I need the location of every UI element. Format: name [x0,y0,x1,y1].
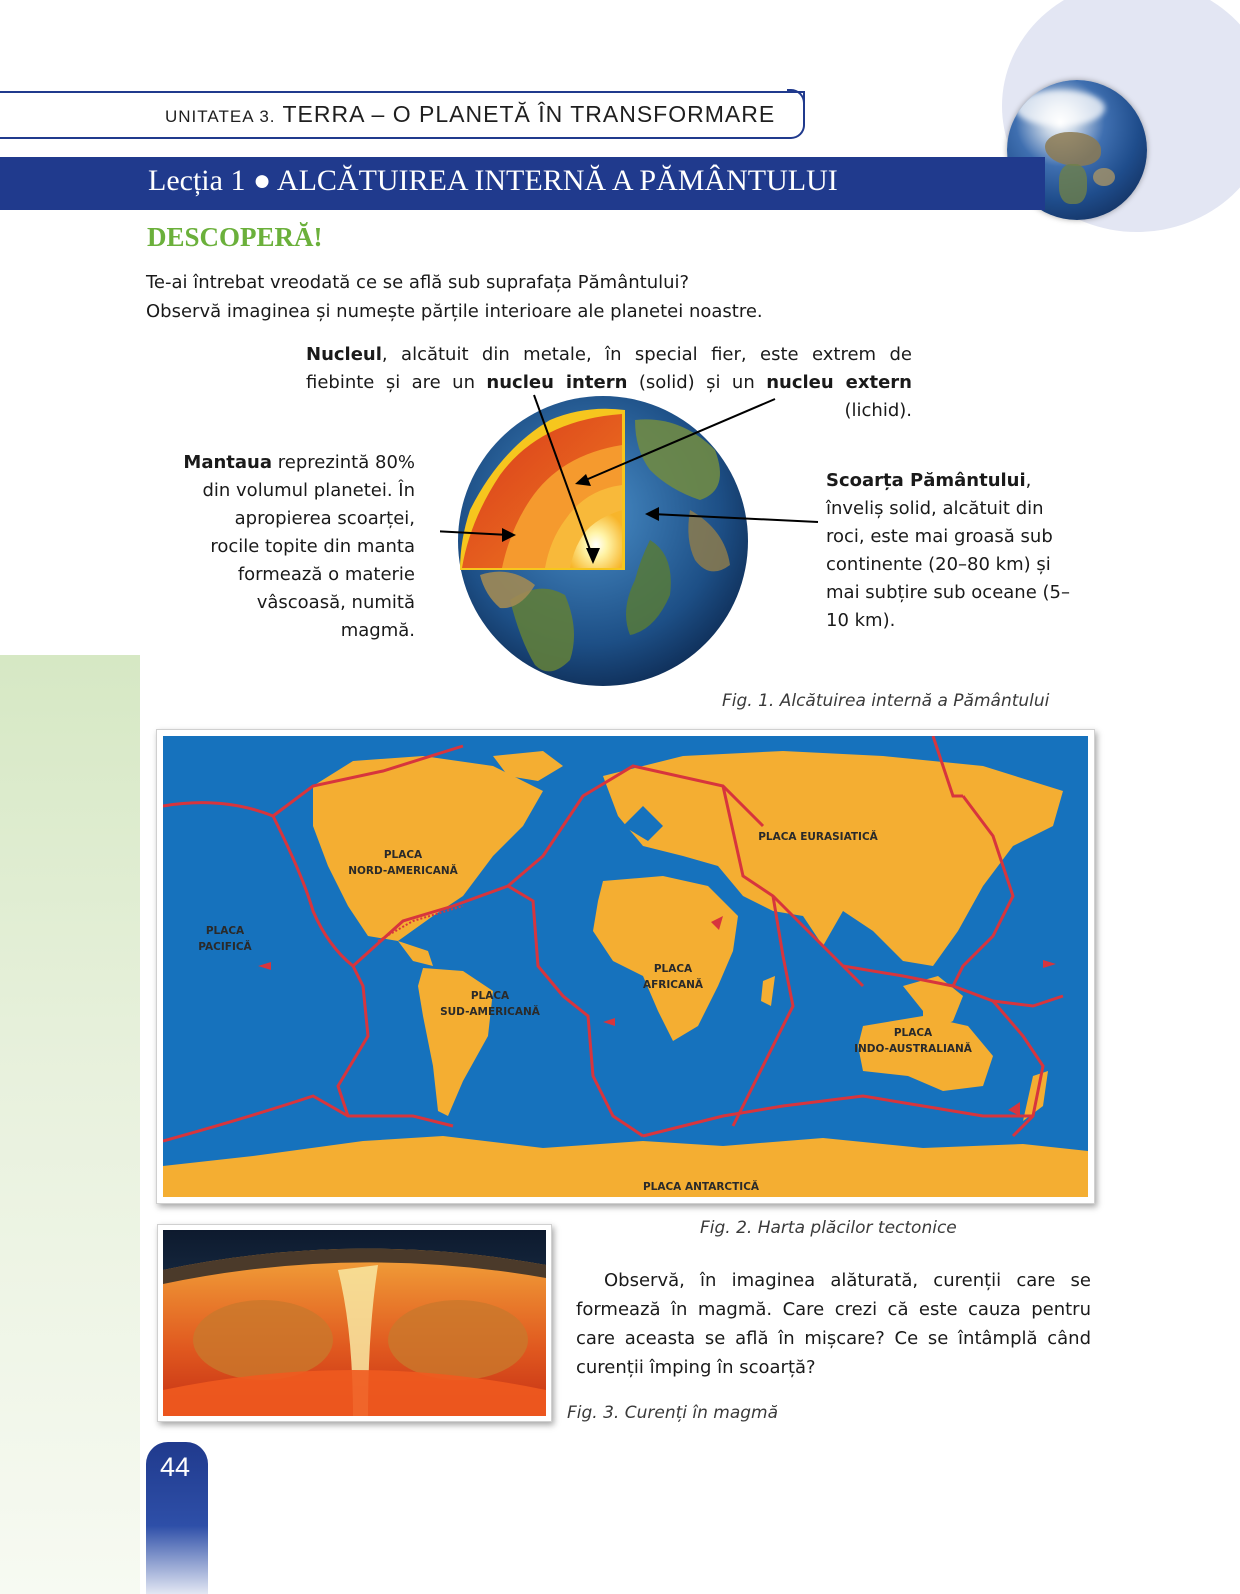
mantle-callout [180,449,415,645]
page-number: 44 [160,1452,191,1482]
plate-label-eurasian: PLACA EURASIATICĂ [758,831,878,843]
section-heading: DESCOPERĂ! [147,222,323,252]
magma-currents-image [157,1224,552,1422]
inner-core-term: nucleu intern [486,372,628,393]
plate-label-south-american-2: SUD-AMERICANĂ [440,1006,540,1018]
plate-label-north-american-1: PLACA [383,849,423,861]
plate-label-pacific-1: PLACA [205,925,245,937]
plate-label-indo-australian-1: PLACA [893,1027,933,1039]
plate-label-south-american-1: PLACA [470,990,510,1002]
lesson-title: Lecția 1 ● ALCĂTUIREA INTERNĂ A PĂMÂNTULUI [148,164,838,197]
nucleus-text-1: , alcătuit din metale, în special fier, este extrem de fiebinte și are un [306,344,912,393]
nucleus-text-3: (lichid). [844,400,912,421]
crust-term: Scoarța Pământului [826,470,1026,491]
mantle-text: reprezintă 80% din volumul planetei. În apropierea scoarței, rocile topite din manta formează o materie vâscoasă, numită magmă. [202,452,415,641]
figure-3-caption: Fig. 3. Curenți în magmă [567,1403,779,1423]
crust-text: , înveliș solid, alcătuit din roci, este mai groasă sub continente (20–80 km) și mai subțire sub oceane (5–10 km). [826,470,1070,631]
nucleus-text-2: (solid) și un [627,372,767,393]
intro-text [146,268,763,326]
outer-core-term: nucleu extern [766,372,912,393]
tectonic-plates-map [156,729,1095,1204]
earth-cutaway-illustration [440,380,870,700]
magma-currents-graphic [163,1230,546,1416]
mantle-term: Mantaua [183,452,273,473]
plate-label-pacific-2: PACIFICĂ [198,941,252,953]
plate-label-antarctic: PLACA ANTARCTICĂ [642,1181,760,1193]
intro-line-1: Te-ai întrebat vreodată ce se află sub suprafața Pământului? [146,272,690,293]
unit-title: TERRA – O PLANETĂ ÎN TRANSFORMARE [275,101,776,127]
intro-line-2: Observă imaginea și numește părțile interioare ale planetei noastre. [146,301,763,322]
figure-2-caption: Fig. 2. Harta plăcilor tectonice [700,1218,957,1238]
unit-header-line [0,91,805,93]
unit-label: UNITATEA 3. [165,107,276,126]
side-decoration-band [0,655,140,1594]
tectonic-map-graphic [163,736,1088,1197]
question-paragraph: Observă, în imaginea alăturată, curenții care se formează în magmă. Care crezi că este cauza pentru care aceasta se află în mișcare? Ce se întâmplă când curenții împing în scoarță? [576,1270,1091,1378]
unit-header [165,101,775,128]
plate-label-north-american-2: NORD-AMERICANĂ [348,865,458,877]
plate-label-african-1: PLACA [653,963,693,975]
plate-label-african-2: AFRICANĂ [642,979,704,991]
nucleus-term: Nucleul [306,344,382,365]
plate-label-indo-australian-2: INDO-AUSTRALIANĂ [854,1043,972,1055]
figure-1-caption: Fig. 1. Alcătuirea internă a Pământului [722,691,1050,711]
